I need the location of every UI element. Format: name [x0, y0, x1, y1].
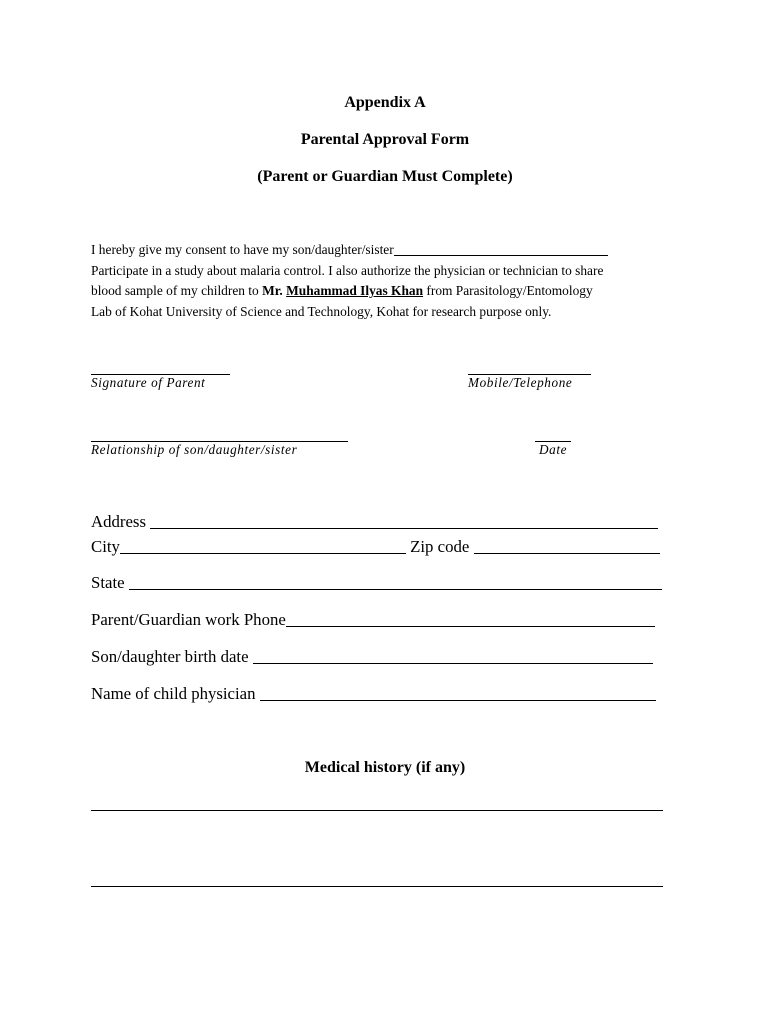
- consent-line-3-pre: blood sample of my children to: [91, 283, 263, 298]
- relationship-label: Relationship of son/daughter/sister: [91, 442, 298, 457]
- physician-label: Name of child physician: [91, 684, 256, 703]
- consent-line-3: [91, 281, 691, 302]
- date-label: Date: [539, 442, 568, 457]
- address-blank[interactable]: [150, 512, 658, 529]
- researcher-title: Mr.: [262, 283, 283, 298]
- physician-blank[interactable]: [260, 684, 656, 701]
- appendix-label: Appendix A: [344, 94, 426, 111]
- state-field: [91, 573, 662, 593]
- city-zip-row: [91, 537, 660, 557]
- consent-line-1-text: I hereby give my consent to have my son/daughter/sister: [91, 242, 394, 257]
- address-field: [91, 512, 658, 532]
- child-name-blank[interactable]: [394, 243, 608, 256]
- medical-history-line-1[interactable]: [91, 810, 663, 811]
- physician-field: [91, 684, 656, 704]
- address-label: Address: [91, 512, 146, 531]
- work-phone-blank[interactable]: [286, 610, 655, 627]
- consent-line-4: Lab of Kohat University of Science and Technology, Kohat for research purpose only.: [91, 303, 552, 319]
- medical-history-heading: Medical history (if any): [304, 759, 466, 776]
- work-phone-field: [91, 610, 655, 630]
- form-subtitle: (Parent or Guardian Must Complete): [257, 168, 513, 185]
- consent-line-1: [91, 240, 691, 261]
- birth-date-field: [91, 647, 653, 667]
- medical-history-line-2[interactable]: [91, 886, 663, 887]
- mobile-label: Mobile/Telephone: [468, 375, 573, 390]
- work-phone-label: Parent/Guardian work Phone: [91, 610, 286, 629]
- consent-line-3-post: from Parasitology/Entomology: [423, 283, 593, 298]
- state-blank[interactable]: [129, 573, 662, 590]
- parent-signature-label: Signature of Parent: [91, 375, 206, 390]
- zip-label: Zip code: [410, 537, 470, 556]
- form-title: Parental Approval Form: [300, 131, 470, 148]
- researcher-name: Muhammad Ilyas Khan: [286, 283, 424, 298]
- state-label: State: [91, 573, 125, 592]
- consent-paragraph: [91, 240, 691, 322]
- consent-line-2: Participate in a study about malaria control. I also authorize the physician or technician to share: [91, 262, 604, 278]
- birth-date-label: Son/daughter birth date: [91, 647, 249, 666]
- zip-blank[interactable]: [474, 537, 660, 554]
- birth-date-blank[interactable]: [253, 647, 653, 664]
- city-label: City: [91, 537, 120, 556]
- city-blank[interactable]: [120, 537, 406, 554]
